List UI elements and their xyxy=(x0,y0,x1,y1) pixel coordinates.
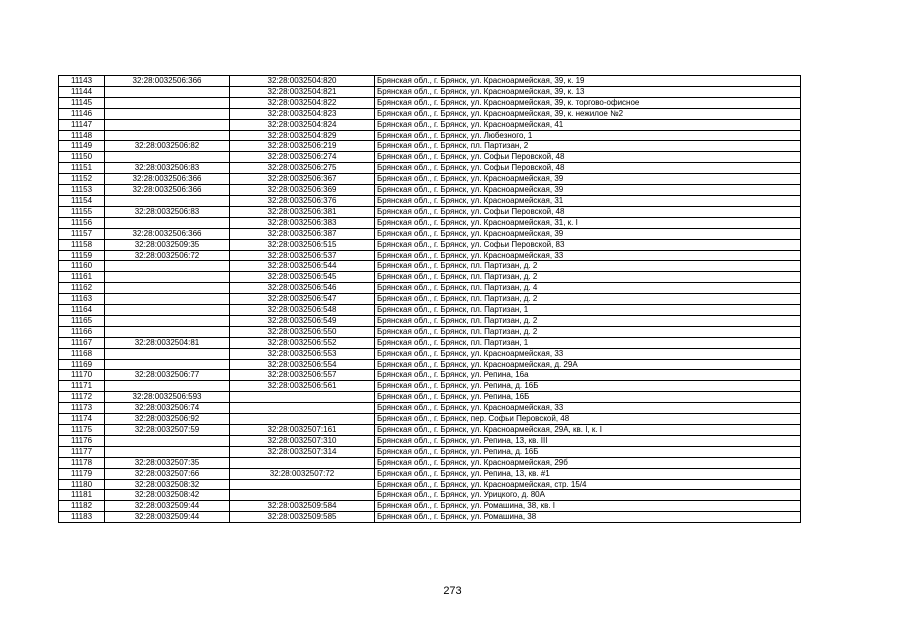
row-number: 11151 xyxy=(59,163,105,174)
parent-cadastral-number xyxy=(105,119,230,130)
cadastral-number xyxy=(230,457,375,468)
table-row xyxy=(59,446,801,457)
parent-cadastral-number: 32:28:0032507:66 xyxy=(105,468,230,479)
row-number: 11177 xyxy=(59,446,105,457)
address: Брянская обл., г. Брянск, ул. Ромашина, 38 xyxy=(375,512,801,523)
table-row xyxy=(59,326,801,337)
address: Брянская обл., г. Брянск, ул. Ромашина, 38, кв. I xyxy=(375,501,801,512)
address: Брянская обл., г. Брянск, пл. Партизан, д. 4 xyxy=(375,283,801,294)
row-number: 11179 xyxy=(59,468,105,479)
table-row xyxy=(59,86,801,97)
parent-cadastral-number xyxy=(105,326,230,337)
cadastral-number: 32:28:0032504:821 xyxy=(230,86,375,97)
cadastral-number: 32:28:0032506:537 xyxy=(230,250,375,261)
table-row xyxy=(59,272,801,283)
address: Брянская обл., г. Брянск, пер. Софьи Перовской, 48 xyxy=(375,414,801,425)
cadastral-number: 32:28:0032506:274 xyxy=(230,152,375,163)
parent-cadastral-number: 32:28:0032506:83 xyxy=(105,206,230,217)
address: Брянская обл., г. Брянск, ул. Красноармейская, 39, к. 13 xyxy=(375,86,801,97)
table-row xyxy=(59,283,801,294)
address: Брянская обл., г. Брянск, пл. Партизан, д. 2 xyxy=(375,294,801,305)
table-row xyxy=(59,392,801,403)
parent-cadastral-number: 32:28:0032506:82 xyxy=(105,141,230,152)
parent-cadastral-number: 32:28:0032509:44 xyxy=(105,501,230,512)
cadastral-number xyxy=(230,392,375,403)
parent-cadastral-number xyxy=(105,108,230,119)
row-number: 11172 xyxy=(59,392,105,403)
address: Брянская обл., г. Брянск, пл. Партизан, д. 2 xyxy=(375,261,801,272)
parent-cadastral-number xyxy=(105,359,230,370)
cadastral-number xyxy=(230,403,375,414)
table-row xyxy=(59,185,801,196)
parent-cadastral-number xyxy=(105,261,230,272)
parent-cadastral-number xyxy=(105,130,230,141)
table-row xyxy=(59,108,801,119)
address: Брянская обл., г. Брянск, пл. Партизан, д. 2 xyxy=(375,326,801,337)
table-row xyxy=(59,315,801,326)
cadastral-number: 32:28:0032509:585 xyxy=(230,512,375,523)
address: Брянская обл., г. Брянск, ул. Красноармейская, 33 xyxy=(375,403,801,414)
table-row xyxy=(59,457,801,468)
row-number: 11164 xyxy=(59,305,105,316)
cadastral-number: 32:28:0032506:553 xyxy=(230,348,375,359)
cadastral-number xyxy=(230,414,375,425)
address: Брянская обл., г. Брянск, ул. Красноармейская, 31, к. I xyxy=(375,217,801,228)
address: Брянская обл., г. Брянск, ул. Софьи Перовской, 83 xyxy=(375,239,801,250)
address: Брянская обл., г. Брянск, ул. Любезного, 1 xyxy=(375,130,801,141)
parent-cadastral-number: 32:28:0032506:366 xyxy=(105,228,230,239)
address: Брянская обл., г. Брянск, ул. Софьи Перовской, 48 xyxy=(375,163,801,174)
address: Брянская обл., г. Брянск, ул. Софьи Перовской, 48 xyxy=(375,152,801,163)
cadastral-number: 32:28:0032507:310 xyxy=(230,435,375,446)
parent-cadastral-number xyxy=(105,272,230,283)
table-body xyxy=(59,76,801,523)
row-number: 11149 xyxy=(59,141,105,152)
table-row xyxy=(59,348,801,359)
address: Брянская обл., г. Брянск, ул. Софьи Перовской, 48 xyxy=(375,206,801,217)
parent-cadastral-number xyxy=(105,435,230,446)
address: Брянская обл., г. Брянск, ул. Красноармейская, 29б xyxy=(375,457,801,468)
parent-cadastral-number xyxy=(105,152,230,163)
parent-cadastral-number: 32:28:0032508:42 xyxy=(105,490,230,501)
cadastral-number: 32:28:0032506:545 xyxy=(230,272,375,283)
table-row xyxy=(59,239,801,250)
parent-cadastral-number: 32:28:0032506:366 xyxy=(105,185,230,196)
table-row xyxy=(59,97,801,108)
table-row xyxy=(59,152,801,163)
cadastral-number: 32:28:0032507:161 xyxy=(230,425,375,436)
row-number: 11157 xyxy=(59,228,105,239)
row-number: 11173 xyxy=(59,403,105,414)
cadastral-number: 32:28:0032506:548 xyxy=(230,305,375,316)
address: Брянская обл., г. Брянск, пл. Партизан, 1 xyxy=(375,337,801,348)
table-row xyxy=(59,163,801,174)
row-number: 11175 xyxy=(59,425,105,436)
cadastral-number: 32:28:0032507:314 xyxy=(230,446,375,457)
parent-cadastral-number: 32:28:0032504:81 xyxy=(105,337,230,348)
row-number: 11163 xyxy=(59,294,105,305)
row-number: 11150 xyxy=(59,152,105,163)
row-number: 11168 xyxy=(59,348,105,359)
row-number: 11161 xyxy=(59,272,105,283)
cadastral-number: 32:28:0032509:584 xyxy=(230,501,375,512)
cadastral-number: 32:28:0032506:554 xyxy=(230,359,375,370)
cadastral-number xyxy=(230,490,375,501)
parent-cadastral-number: 32:28:0032509:44 xyxy=(105,512,230,523)
row-number: 11180 xyxy=(59,479,105,490)
table-row xyxy=(59,250,801,261)
row-number: 11165 xyxy=(59,315,105,326)
table-row xyxy=(59,76,801,87)
parent-cadastral-number xyxy=(105,195,230,206)
address: Брянская обл., г. Брянск, ул. Красноармейская, 33 xyxy=(375,250,801,261)
row-number: 11143 xyxy=(59,76,105,87)
parent-cadastral-number: 32:28:0032506:593 xyxy=(105,392,230,403)
row-number: 11171 xyxy=(59,381,105,392)
cadastral-number: 32:28:0032506:550 xyxy=(230,326,375,337)
address: Брянская обл., г. Брянск, ул. Красноармейская, 39, к. 19 xyxy=(375,76,801,87)
row-number: 11174 xyxy=(59,414,105,425)
cadastral-number xyxy=(230,479,375,490)
address: Брянская обл., г. Брянск, ул. Красноармейская, 39, к. нежилое №2 xyxy=(375,108,801,119)
parent-cadastral-number xyxy=(105,86,230,97)
cadastral-number: 32:28:0032506:367 xyxy=(230,174,375,185)
row-number: 11144 xyxy=(59,86,105,97)
address: Брянская обл., г. Брянск, пл. Партизан, д. 2 xyxy=(375,315,801,326)
cadastral-table xyxy=(58,75,801,523)
table-row xyxy=(59,425,801,436)
table-row xyxy=(59,381,801,392)
cadastral-number: 32:28:0032506:557 xyxy=(230,370,375,381)
row-number: 11181 xyxy=(59,490,105,501)
parent-cadastral-number xyxy=(105,283,230,294)
cadastral-number: 32:28:0032506:547 xyxy=(230,294,375,305)
row-number: 11166 xyxy=(59,326,105,337)
address: Брянская обл., г. Брянск, ул. Красноармейская, 39 xyxy=(375,185,801,196)
row-number: 11183 xyxy=(59,512,105,523)
table-row xyxy=(59,174,801,185)
row-number: 11182 xyxy=(59,501,105,512)
cadastral-number: 32:28:0032506:369 xyxy=(230,185,375,196)
cadastral-number: 32:28:0032504:829 xyxy=(230,130,375,141)
table-row xyxy=(59,501,801,512)
table-row xyxy=(59,130,801,141)
row-number: 11169 xyxy=(59,359,105,370)
cadastral-number: 32:28:0032506:275 xyxy=(230,163,375,174)
table-row xyxy=(59,141,801,152)
address: Брянская обл., г. Брянск, ул. Репина, 13, кв. #1 xyxy=(375,468,801,479)
row-number: 11146 xyxy=(59,108,105,119)
parent-cadastral-number: 32:28:0032506:366 xyxy=(105,76,230,87)
address: Брянская обл., г. Брянск, ул. Репина, 16Б xyxy=(375,392,801,403)
address: Брянская обл., г. Брянск, ул. Урицкого, д. 80А xyxy=(375,490,801,501)
row-number: 11152 xyxy=(59,174,105,185)
cadastral-number: 32:28:0032506:544 xyxy=(230,261,375,272)
table-row xyxy=(59,206,801,217)
address: Брянская обл., г. Брянск, ул. Репина, д. 16Б xyxy=(375,381,801,392)
parent-cadastral-number: 32:28:0032506:366 xyxy=(105,174,230,185)
table-row xyxy=(59,414,801,425)
row-number: 11158 xyxy=(59,239,105,250)
cadastral-number: 32:28:0032506:383 xyxy=(230,217,375,228)
table-row xyxy=(59,217,801,228)
table-row xyxy=(59,305,801,316)
parent-cadastral-number: 32:28:0032506:92 xyxy=(105,414,230,425)
table-row xyxy=(59,195,801,206)
address: Брянская обл., г. Брянск, ул. Красноармейская, д. 29А xyxy=(375,359,801,370)
table-row xyxy=(59,403,801,414)
address: Брянская обл., г. Брянск, ул. Красноармейская, 41 xyxy=(375,119,801,130)
cadastral-number: 32:28:0032506:376 xyxy=(230,195,375,206)
row-number: 11170 xyxy=(59,370,105,381)
row-number: 11178 xyxy=(59,457,105,468)
parent-cadastral-number xyxy=(105,348,230,359)
parent-cadastral-number xyxy=(105,446,230,457)
table-row xyxy=(59,119,801,130)
cadastral-number: 32:28:0032506:546 xyxy=(230,283,375,294)
cadastral-number: 32:28:0032506:219 xyxy=(230,141,375,152)
cadastral-number: 32:28:0032506:387 xyxy=(230,228,375,239)
table-row xyxy=(59,435,801,446)
parent-cadastral-number: 32:28:0032506:72 xyxy=(105,250,230,261)
table-row xyxy=(59,468,801,479)
cadastral-number: 32:28:0032506:561 xyxy=(230,381,375,392)
parent-cadastral-number xyxy=(105,217,230,228)
table-row xyxy=(59,490,801,501)
address: Брянская обл., г. Брянск, пл. Партизан, 2 xyxy=(375,141,801,152)
row-number: 11154 xyxy=(59,195,105,206)
address: Брянская обл., г. Брянск, ул. Красноармейская, стр. 15/4 xyxy=(375,479,801,490)
parent-cadastral-number: 32:28:0032508:32 xyxy=(105,479,230,490)
parent-cadastral-number: 32:28:0032507:59 xyxy=(105,425,230,436)
address: Брянская обл., г. Брянск, ул. Репина, 13, кв. III xyxy=(375,435,801,446)
parent-cadastral-number: 32:28:0032506:74 xyxy=(105,403,230,414)
cadastral-number: 32:28:0032504:823 xyxy=(230,108,375,119)
address: Брянская обл., г. Брянск, ул. Красноармейская, 39, к. торгово-офисное xyxy=(375,97,801,108)
parent-cadastral-number xyxy=(105,315,230,326)
parent-cadastral-number xyxy=(105,97,230,108)
address: Брянская обл., г. Брянск, пл. Партизан, д. 2 xyxy=(375,272,801,283)
cadastral-number: 32:28:0032507:72 xyxy=(230,468,375,479)
cadastral-number: 32:28:0032506:552 xyxy=(230,337,375,348)
row-number: 11167 xyxy=(59,337,105,348)
cadastral-number: 32:28:0032504:820 xyxy=(230,76,375,87)
cadastral-number: 32:28:0032504:822 xyxy=(230,97,375,108)
parent-cadastral-number: 32:28:0032506:83 xyxy=(105,163,230,174)
table-row xyxy=(59,261,801,272)
table-row xyxy=(59,294,801,305)
row-number: 11155 xyxy=(59,206,105,217)
page-number: 273 xyxy=(443,585,462,597)
address: Брянская обл., г. Брянск, ул. Репина, д. 16Б xyxy=(375,446,801,457)
row-number: 11148 xyxy=(59,130,105,141)
address: Брянская обл., г. Брянск, ул. Красноармейская, 29А, кв. I, к. I xyxy=(375,425,801,436)
address: Брянская обл., г. Брянск, ул. Красноармейская, 39 xyxy=(375,228,801,239)
row-number: 11147 xyxy=(59,119,105,130)
cadastral-number: 32:28:0032506:549 xyxy=(230,315,375,326)
cadastral-number: 32:28:0032506:515 xyxy=(230,239,375,250)
table-row xyxy=(59,512,801,523)
address: Брянская обл., г. Брянск, ул. Красноармейская, 31 xyxy=(375,195,801,206)
row-number: 11160 xyxy=(59,261,105,272)
row-number: 11159 xyxy=(59,250,105,261)
table-row xyxy=(59,337,801,348)
parent-cadastral-number: 32:28:0032506:77 xyxy=(105,370,230,381)
table-row xyxy=(59,479,801,490)
address: Брянская обл., г. Брянск, пл. Партизан, 1 xyxy=(375,305,801,316)
table-row xyxy=(59,359,801,370)
parent-cadastral-number: 32:28:0032507:35 xyxy=(105,457,230,468)
row-number: 11145 xyxy=(59,97,105,108)
cadastral-number: 32:28:0032504:824 xyxy=(230,119,375,130)
address: Брянская обл., г. Брянск, ул. Репина, 16а xyxy=(375,370,801,381)
table-row xyxy=(59,370,801,381)
row-number: 11162 xyxy=(59,283,105,294)
parent-cadastral-number xyxy=(105,381,230,392)
row-number: 11153 xyxy=(59,185,105,196)
parent-cadastral-number xyxy=(105,294,230,305)
address: Брянская обл., г. Брянск, ул. Красноармейская, 33 xyxy=(375,348,801,359)
parent-cadastral-number: 32:28:0032509:35 xyxy=(105,239,230,250)
address: Брянская обл., г. Брянск, ул. Красноармейская, 39 xyxy=(375,174,801,185)
row-number: 11176 xyxy=(59,435,105,446)
cadastral-number: 32:28:0032506:381 xyxy=(230,206,375,217)
table-row xyxy=(59,228,801,239)
row-number: 11156 xyxy=(59,217,105,228)
parent-cadastral-number xyxy=(105,305,230,316)
